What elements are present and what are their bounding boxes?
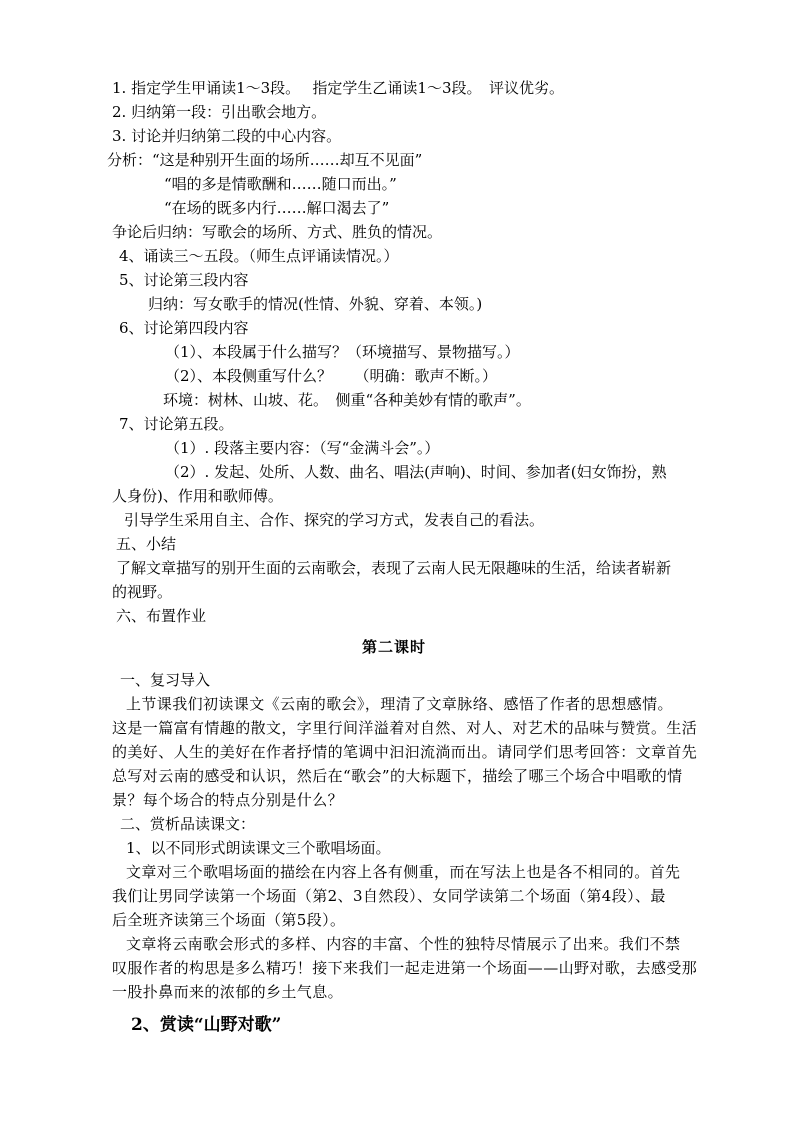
- text-line: （1）. 段落主要内容：（写“金满斗会”。）: [165, 439, 440, 457]
- heading-analysis: 二、赏析品读课文：: [120, 815, 256, 833]
- text-line: 6、讨论第四段内容: [119, 319, 249, 337]
- paragraph-line: 文章将云南歌会形式的多样、内容的丰富、个性的独特尽情展示了出来。我们不禁: [126, 935, 681, 953]
- text-line: 7、讨论第五段。: [119, 415, 234, 433]
- paragraph-line: 的美好、人生的美好在作者抒情的笔调中汩汩流淌而出。请同学们思考回答：文章首先: [112, 743, 698, 761]
- paragraph-line: 一股扑鼻而来的浓郁的乡土气息。: [112, 983, 344, 1001]
- paragraph-line: 我们让男同学读第一个场面（第2、3自然段）、女同学读第二个场面（第4段）、最: [112, 887, 666, 905]
- text-line: “在场的既多内行……解口渴去了”: [164, 199, 390, 217]
- text-line: 5、讨论第三段内容: [119, 271, 249, 289]
- paragraph-line: 总写对云南的感受和认识，然后在“歌会”的大标题下，描绘了哪三个场合中唱歌的情: [112, 767, 683, 785]
- paragraph-line: 文章对三个歌唱场面的描绘在内容上各有侧重，而在写法上也是各不相同的。首先: [126, 863, 681, 881]
- text-line: （1）、本段属于什么描写？（环境描写、景物描写。）: [165, 343, 520, 361]
- paragraph-line: 叹服作者的构思是多么精巧！接下来我们一起走进第一个场面——山野对歌，去感受那: [112, 959, 698, 977]
- paragraph-line: 后全班齐读第三个场面（第5段）。: [112, 911, 346, 929]
- text-line: 争论后归纳：写歌会的场所、方式、胜负的情况。: [112, 223, 443, 241]
- paragraph-line: 这是一篇富有情趣的散文，字里行间洋溢着对自然、对人、对艺术的品味与赞赏。生活: [112, 719, 698, 737]
- paragraph-line: 景？每个场合的特点分别是什么？: [112, 791, 344, 809]
- text-line: 1. 指定学生甲诵读1～3段。 指定学生乙诵读1～3段。 评议优劣。: [112, 79, 565, 97]
- heading-review: 一、复习导入: [120, 671, 211, 689]
- text-line: 1、以不同形式朗读课文三个歌唱场面。: [126, 839, 391, 857]
- text-line: 了解文章描写的别开生面的云南歌会，表现了云南人民无限趣味的生活，给读者崭新: [116, 559, 672, 577]
- text-line: 归纳：写女歌手的情况(性情、外貌、穿着、本领。): [148, 295, 483, 313]
- text-line: 环境：树林、山坡、花。 侧重“各种美妙有情的歌声”。: [163, 391, 531, 409]
- text-line: （2）、本段侧重写什么？ （明确：歌声不断。）: [165, 367, 498, 385]
- paragraph-line: 上节课我们初读课文《云南的歌会》，理清了文章脉络、感悟了作者的思想感情。: [126, 695, 673, 713]
- text-line: 4、诵读三～五段。（师生点评诵读情况。）: [119, 247, 399, 265]
- text-line: 2. 归纳第一段：引出歌会地方。: [112, 103, 327, 121]
- text-line: “唱的多是情歌酬和……随口而出。”: [164, 175, 397, 193]
- subheading: 2、赏读“山野对歌”: [131, 1015, 282, 1035]
- text-line: 引导学生采用自主、合作、探究的学习方式，发表自己的看法。: [124, 511, 545, 529]
- heading-summary: 五、小结: [116, 535, 177, 553]
- heading-homework: 六、布置作业: [116, 607, 207, 625]
- text-line: （2）. 发起、处所、人数、曲名、唱法(声响)、时间、参加者(妇女饰扮，熟: [165, 463, 667, 481]
- section-title: 第二课时: [362, 638, 427, 656]
- text-line: 分析：“这是种别开生面的场所……却互不见面”: [107, 151, 423, 169]
- text-line: 的视野。: [112, 583, 173, 601]
- text-line: 3. 讨论并归纳第二段的中心内容。: [112, 127, 342, 145]
- text-line: 人身份)、作用和歌师傅。: [112, 487, 283, 505]
